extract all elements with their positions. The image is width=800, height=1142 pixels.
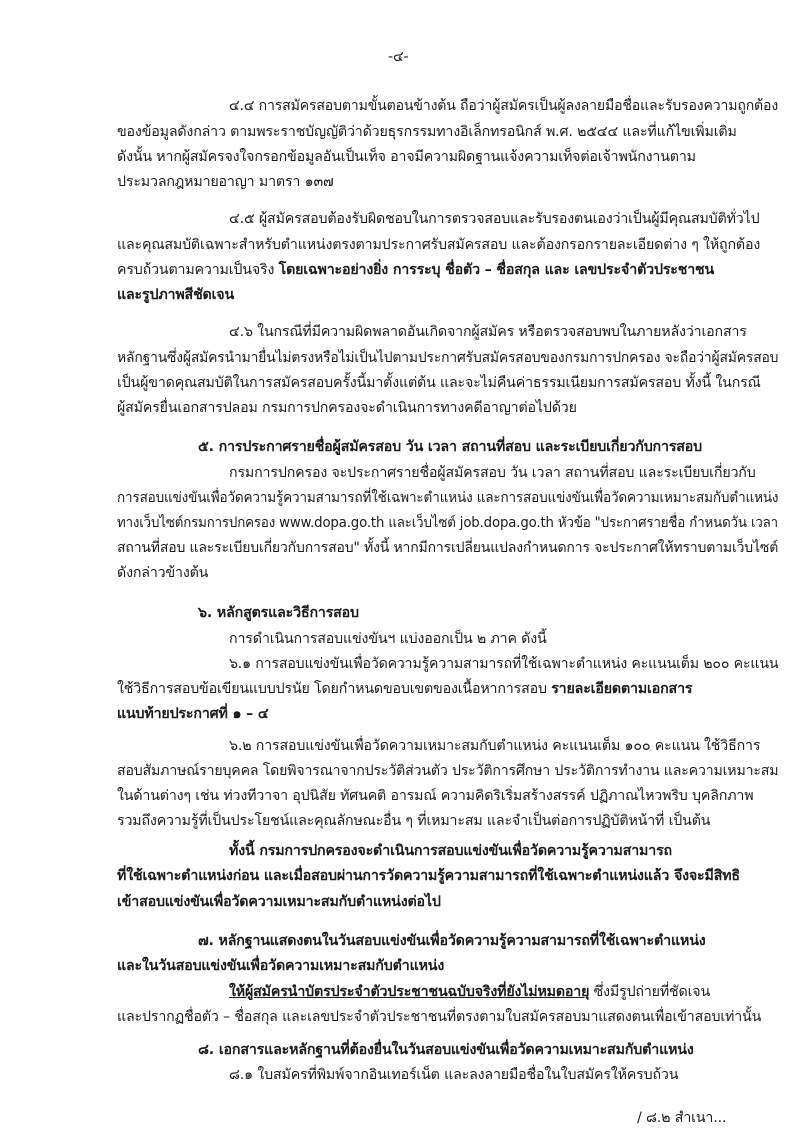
page-number: -๔-: [388, 49, 409, 65]
section-8-1-line: ๘.๑ ใบสมัครที่พิมพ์จากอินเทอร์เน็ต และลงลายมือชื่อในใบสมัครให้ครบถ้วน: [229, 1067, 679, 1083]
section-6-note-line-3: เข้าสอบแข่งขันเพื่อวัดความเหมาะสมกับตำแหน่งต่อไป: [117, 894, 441, 910]
section-6-1-line-2-text: ใช้วิธีการสอบข้อเขียนแบบปรนัย โดยกำหนดขอบเขตของเนื้อหาการสอบ: [117, 681, 552, 697]
section-4-4-line-3: ดังนั้น หากผู้สมัครจงใจกรอกข้อมูลอันเป็นเท็จ อาจมีความผิดฐานแจ้งความเท็จต่อเจ้าพนักงานตาม: [117, 149, 696, 165]
section-6-2-line-1: ๖.๒ การสอบแข่งขันเพื่อวัดความเหมาะสมกับตำแหน่ง คะแนนเต็ม ๑๐๐ คะแนน ใช้วิธีการ: [229, 738, 761, 754]
section-6-1-emphasis: รายละเอียดตามเอกสาร: [551, 681, 693, 697]
section-4-6-line-2: หลักฐานซึ่งผู้สมัครนำมายื่นไม่ตรงหรือไม่เป็นไปตามประกาศรับสมัครสอบของกรมการปกครอง จะถือว่าผู้สมัครสอบ: [117, 350, 779, 366]
continuation-marker: / ๘.๒ สำเนา...: [637, 1110, 727, 1126]
section-4-5-line-4: และรูปภาพสีชัดเจน: [117, 287, 235, 303]
section-6-1-line-1: ๖.๑ การสอบแข่งขันเพื่อวัดความรู้ความสามารถที่ใช้เฉพาะตำแหน่ง คะแนนเต็ม ๒๐๐ คะแนน: [229, 656, 779, 672]
section-5-heading: ๕. การประกาศรายชื่อผู้สมัครสอบ วัน เวลา สถานที่สอบ และระเบียบเกี่ยวกับการสอบ: [198, 439, 703, 455]
section-5-line-2: การสอบแข่งขันเพื่อวัดความรู้ความสามารถที่ใช้เฉพาะตำแหน่ง และการสอบแข่งขันเพื่อวัดความเหมาะสมกับตำแหน่ง: [117, 490, 779, 506]
section-8-heading: ๘. เอกสารและหลักฐานที่ต้องยื่นในวันสอบแข่งขันเพื่อวัดความเหมาะสมกับตำแหน่ง: [198, 1042, 694, 1058]
section-4-4-line-4: ประมวลกฎหมายอาญา มาตรา ๑๓๗: [117, 174, 334, 190]
section-4-6-line-3: เป็นผู้ขาดคุณสมบัติในการสมัครสอบครั้งนี้มาตั้งแต่ต้น และจะไม่คืนค่าธรรมเนียมการสมัครสอบ ทั้งนี้ ในกรณี: [117, 375, 761, 391]
section-7-heading-line-2: และในวันสอบแข่งขันเพื่อวัดความเหมาะสมกับตำแหน่ง: [117, 958, 445, 974]
section-6-heading: ๖. หลักสูตรและวิธีการสอบ: [198, 605, 359, 621]
section-4-5-line-2: และคุณสมบัติเฉพาะสำหรับตำแหน่งตรงตามประกาศรับสมัครสอบ และต้องกรอกรายละเอียดต่าง ๆ ให้ถูกต้อง: [117, 237, 761, 253]
section-4-4-line-2: ของข้อมูลดังกล่าว ตามพระราชบัญญัติว่าด้วยธุรกรรมทางอิเล็กทรอนิกส์ พ.ศ. ๒๕๔๔ และที่แก้ไขเพิ่มเติม: [117, 124, 737, 140]
section-5-line-5: ดังกล่าวข้างต้น: [117, 565, 209, 581]
section-4-5-line-1: ๔.๕ ผู้สมัครสอบต้องรับผิดชอบในการตรวจสอบและรับรองตนเองว่าเป็นผู้มีคุณสมบัติทั่วไป: [229, 211, 760, 227]
section-6-intro: การดำเนินการสอบแข่งขันฯ แบ่งออกเป็น ๒ ภาค ดังนี้: [229, 631, 547, 647]
section-4-6-line-4: ผู้สมัครยื่นเอกสารปลอม กรมการปกครองจะดำเนินการทางคดีอาญาต่อไปด้วย: [117, 400, 577, 416]
section-5-line-3: ทางเว็บไซต์กรมการปกครอง www.dopa.go.th และเว็บไซต์ job.dopa.go.th หัวข้อ "ประกาศรายชื่อ กำหนดวัน เวลา: [117, 515, 778, 531]
section-5-line-1: กรมการปกครอง จะประกาศรายชื่อผู้สมัครสอบ วัน เวลา สถานที่สอบ และระเบียบเกี่ยวกับ: [229, 465, 756, 481]
section-6-note-line-2: ที่ใช้เฉพาะตำแหน่งก่อน และเมื่อสอบผ่านการวัดความรู้ความสามารถที่ใช้เฉพาะตำแหน่งแล้ว จึงจะมีสิทธิ: [117, 868, 740, 884]
section-4-6-line-1: ๔.๖ ในกรณีที่มีความผิดพลาดอันเกิดจากผู้สมัคร หรือตรวจสอบพบในภายหลังว่าเอกสาร: [229, 324, 747, 340]
section-6-2-line-3: ในด้านต่างๆ เช่น ท่วงทีวาจา อุปนิสัย ทัศนคติ อารมณ์ ความคิดริเริ่มสร้างสรรค์ ปฏิภาณไหวพริบ บุคลิกภาพ: [117, 788, 754, 804]
section-6-2-line-4: รวมถึงความรู้ที่เป็นประโยชน์และคุณลักษณะอื่น ๆ ที่เหมาะสม และจำเป็นต่อการปฏิบัติหน้าที่ เป็นต้น: [117, 813, 711, 829]
section-4-5-line-3-text: ครบถ้วนตามความเป็นจริง: [117, 262, 279, 278]
section-7-line-1: [229, 985, 710, 999]
section-6-1-line-3: แนบท้ายประกาศที่ ๑ – ๔: [117, 706, 269, 722]
section-4-5-line-3: [117, 263, 714, 277]
section-7-line-2: และปรากฏชื่อตัว – ชื่อสกุล และเลขประจำตัวประชาชนที่ตรงตามใบสมัครสอบมาแสดงตนเพื่อเข้าสอบเท่านั้น: [117, 1009, 762, 1025]
section-7-line-1-text: ซึ่งมีรูปถ่ายที่ชัดเจน: [589, 984, 711, 1000]
section-4-5-emphasis: โดยเฉพาะอย่างยิ่ง การระบุ ชื่อตัว – ชื่อสกุล และ เลขประจำตัวประชาชน: [278, 262, 715, 278]
section-4-4-line-1: ๔.๔ การสมัครสอบตามขั้นตอนข้างต้น ถือว่าผู้สมัครเป็นผู้ลงลายมือชื่อและรับรองความถูกต้อง: [229, 98, 779, 114]
section-6-2-line-2: สอบสัมภาษณ์รายบุคคล โดยพิจารณาจากประวัติส่วนตัว ประวัติการศึกษา ประวัติการทำงาน และความเหมาะสม: [117, 763, 779, 779]
section-7-heading-line-1: ๗. หลักฐานแสดงตนในวันสอบแข่งขันเพื่อวัดความรู้ความสามารถที่ใช้เฉพาะตำแหน่ง: [198, 933, 706, 949]
section-7-emphasis: ให้ผู้สมัครนำบัตรประจำตัวประชาชนฉบับจริงที่ยังไม่หมดอายุ: [229, 984, 590, 1000]
section-6-note-line-1: ทั้งนี้ กรมการปกครองจะดำเนินการสอบแข่งขันเพื่อวัดความรู้ความสามารถ: [229, 843, 672, 859]
section-6-1-line-2: [117, 682, 692, 696]
section-5-line-4: สถานที่สอบ และระเบียบเกี่ยวกับการสอบ" ทั้งนี้ หากมีการเปลี่ยนแปลงกำหนดการ จะประกาศให้ทราบตามเว็บไซต์: [117, 540, 779, 556]
